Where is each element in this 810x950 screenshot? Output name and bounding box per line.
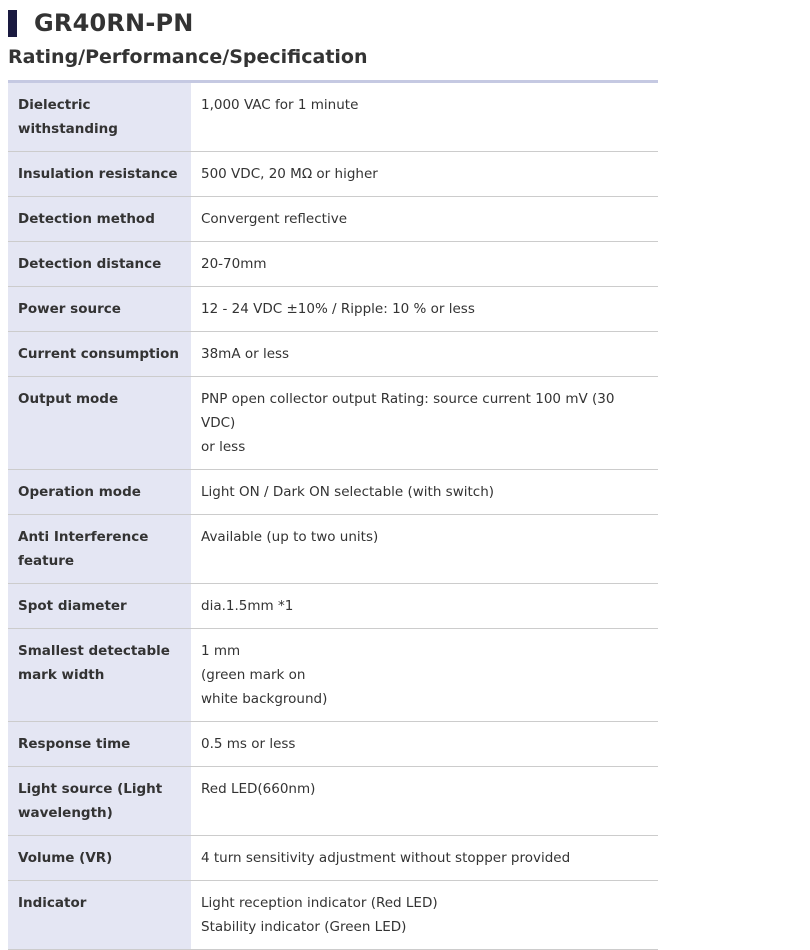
spec-row: [8, 629, 658, 722]
spec-value-line: PNP open collector output Rating: source current 100 mV (30 VDC) or less: [201, 391, 615, 455]
spec-label: Detection distance: [8, 242, 191, 286]
spec-value-line: white background): [201, 691, 328, 707]
spec-value-line: 12 - 24 VDC ±10% / Ripple: 10 % or less: [201, 301, 475, 317]
spec-label: Output mode: [8, 377, 191, 469]
spec-row: [8, 377, 658, 470]
spec-label: Response time: [8, 722, 191, 766]
spec-row: [8, 584, 658, 629]
spec-value: [191, 470, 658, 514]
section-subtitle: Rating/Performance/Specification: [8, 46, 368, 68]
spec-value: [191, 83, 658, 151]
spec-value-line: 4 turn sensitivity adjustment without stopper provided: [201, 850, 571, 866]
spec-table: [8, 80, 658, 950]
spec-value-line: (green mark on: [201, 667, 306, 683]
spec-value-line: Convergent reflective: [201, 211, 347, 227]
spec-value: [191, 836, 658, 880]
spec-row: [8, 152, 658, 197]
spec-row: [8, 83, 658, 152]
spec-row: [8, 287, 658, 332]
spec-value: [191, 881, 658, 949]
spec-label: Dielectric withstanding: [8, 83, 191, 151]
spec-row: [8, 470, 658, 515]
spec-value-line: Red LED(660nm): [201, 781, 316, 797]
spec-value: [191, 242, 658, 286]
spec-row: [8, 515, 658, 584]
spec-row: [8, 722, 658, 767]
spec-value-line: Available (up to two units): [201, 529, 379, 545]
spec-label: Insulation resistance: [8, 152, 191, 196]
spec-label: Light source (Light wavelength): [8, 767, 191, 835]
spec-row: [8, 332, 658, 377]
spec-value-line: Light reception indicator (Red LED): [201, 895, 438, 911]
heading-accent-bar: [8, 10, 17, 37]
spec-row: [8, 881, 658, 950]
spec-row: [8, 242, 658, 287]
spec-label: Volume (VR): [8, 836, 191, 880]
spec-value: [191, 197, 658, 241]
spec-label: Detection method: [8, 197, 191, 241]
spec-value-line: 38mA or less: [201, 346, 290, 362]
spec-value-line: 20-70mm: [201, 256, 267, 272]
spec-value-line: Stability indicator (Green LED): [201, 919, 407, 935]
spec-label: Spot diameter: [8, 584, 191, 628]
spec-value-line: dia.1.5mm *1: [201, 598, 294, 614]
spec-value-line: Light ON / Dark ON selectable (with switch): [201, 484, 495, 500]
spec-value-line: 500 VDC, 20 MΩ or higher: [201, 166, 378, 182]
spec-value-line: 1,000 VAC for 1 minute: [201, 97, 359, 113]
spec-row: [8, 767, 658, 836]
spec-label: Operation mode: [8, 470, 191, 514]
spec-value: [191, 584, 658, 628]
spec-label: Current consumption: [8, 332, 191, 376]
spec-value: [191, 377, 658, 469]
spec-value: [191, 722, 658, 766]
spec-value: [191, 515, 658, 583]
spec-label: Indicator: [8, 881, 191, 949]
spec-label: Smallest detectable mark width: [8, 629, 191, 721]
spec-value: [191, 332, 658, 376]
spec-value: [191, 767, 658, 835]
spec-value: [191, 287, 658, 331]
page-title: GR40RN-PN: [34, 9, 194, 37]
spec-label: Power source: [8, 287, 191, 331]
spec-label: Anti Interference feature: [8, 515, 191, 583]
spec-value-line: 0.5 ms or less: [201, 736, 296, 752]
spec-value: [191, 152, 658, 196]
page-heading: [8, 6, 194, 40]
spec-row: [8, 836, 658, 881]
spec-value: [191, 629, 658, 721]
spec-value-line: 1 mm: [201, 643, 241, 659]
spec-row: [8, 197, 658, 242]
